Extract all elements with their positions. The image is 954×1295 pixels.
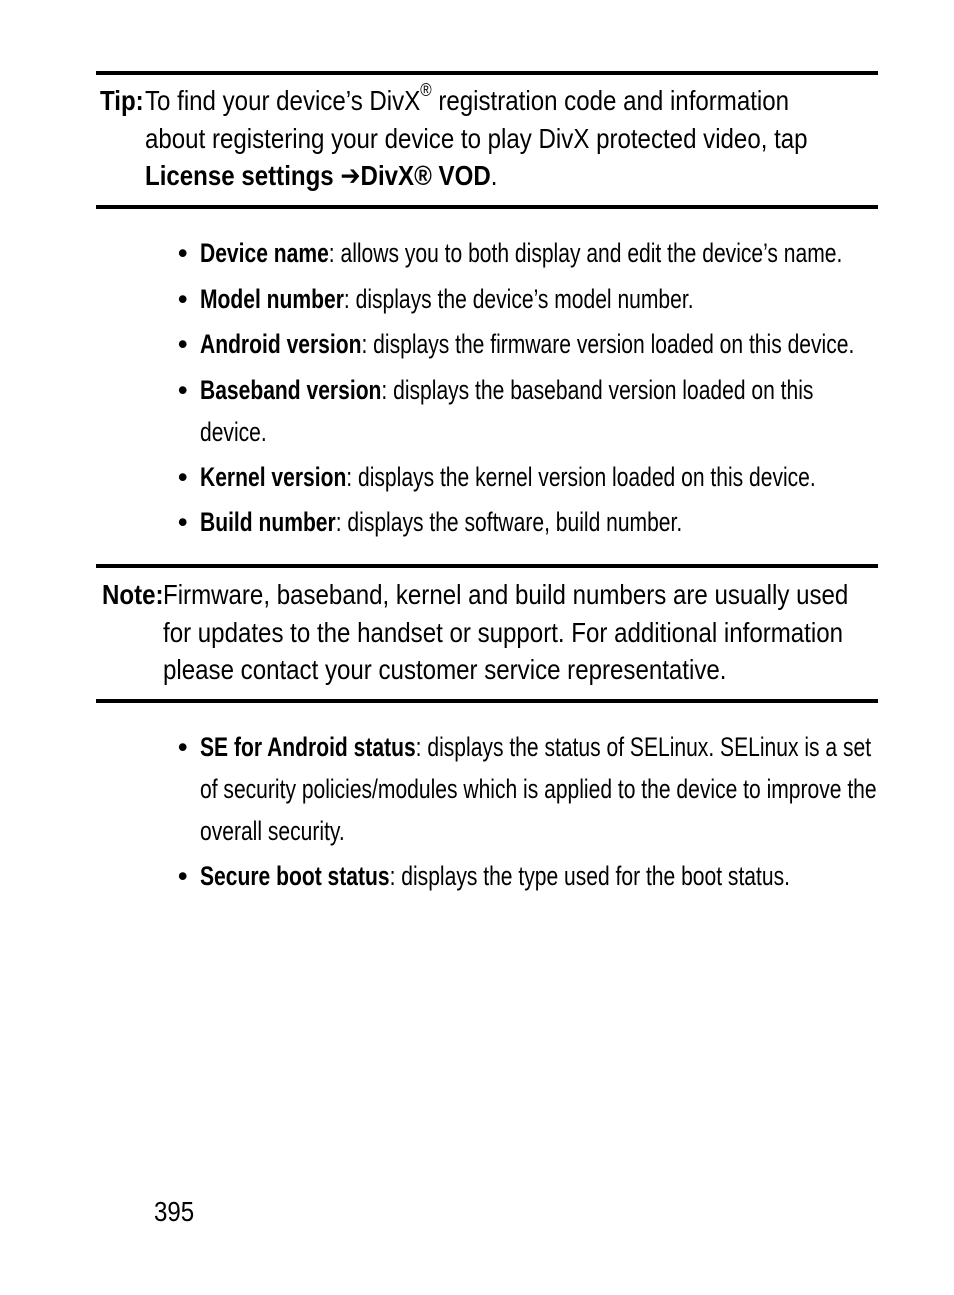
- item-continuation: of security policies/modules which is applied to the device to improve the: [200, 774, 877, 804]
- item-term: Device name: [200, 238, 329, 268]
- tip-line-1: To find your device’s DivX® registration code and information: [145, 79, 790, 116]
- item-term: SE for Android status: [200, 732, 416, 762]
- item-term: Kernel version: [200, 462, 347, 492]
- note-line-2: for updates to the handset or support. For additional information: [163, 616, 844, 648]
- tip-line-3: License settings ➔DivX® VOD.: [145, 160, 498, 191]
- item-term: Baseband version: [200, 375, 382, 405]
- item-term: Build number: [200, 507, 336, 537]
- item-term: Secure boot status: [200, 861, 390, 891]
- tip-body: [145, 79, 808, 195]
- note-line-3: please contact your customer service representative.: [163, 654, 727, 685]
- note-body: [163, 576, 849, 689]
- tip-label: Tip:: [100, 85, 144, 116]
- bottom-rule-tip: [96, 205, 878, 209]
- top-rule-note: [96, 564, 878, 568]
- item-term: Model number: [200, 284, 344, 314]
- tip-path: License settings ➔DivX® VOD: [145, 160, 491, 191]
- page-number: 395: [154, 1196, 195, 1227]
- note-callout: [96, 576, 878, 696]
- tip-line-2: about registering your device to play DivX protected video, tap: [145, 122, 808, 154]
- top-rule-tip: [96, 71, 878, 75]
- registered-mark: ®: [420, 79, 432, 100]
- note-line-1: Firmware, baseband, kernel and build numbers are usually used: [163, 579, 849, 610]
- note-label: Note:: [102, 579, 164, 610]
- tip-callout: [96, 79, 878, 202]
- item-continuation: overall security.: [200, 816, 345, 846]
- bottom-rule-note: [96, 699, 878, 703]
- item-term: Android version: [200, 329, 362, 359]
- item-continuation: device.: [200, 417, 267, 447]
